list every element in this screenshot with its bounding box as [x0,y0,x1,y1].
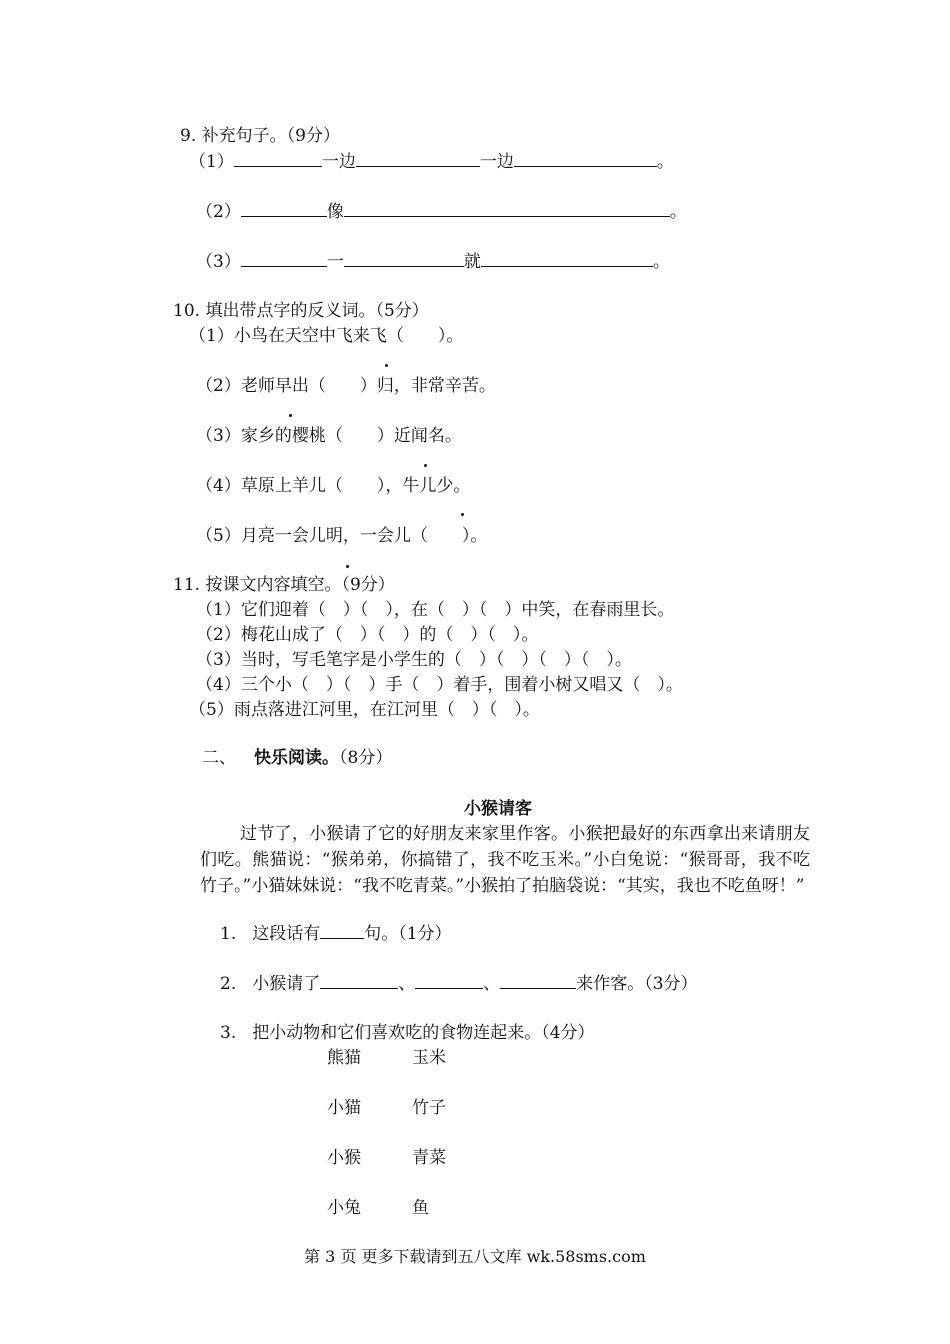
q10-item-3: （3）家乡的樱桃（ ）近闻名。 [196,426,462,446]
section-2-number: 二、 [202,748,236,768]
q10-item-4: （4）草原上羊儿（ ），牛儿少。 [196,476,471,496]
blank[interactable] [514,150,657,167]
reading-q2 [220,972,698,996]
reading-q2-d: 来作客。（3分） [576,974,698,994]
reading-q1 [220,922,452,946]
q9-l3-end: 。 [652,252,670,272]
blank[interactable] [481,250,653,267]
q9-l3-b: 一 [326,252,344,272]
blank[interactable] [241,250,327,267]
food-item[interactable]: 竹子 [412,1098,446,1118]
blank[interactable] [320,972,398,989]
animal-item[interactable]: 熊猫 [327,1048,361,1068]
q9-l2-b: 像 [326,202,344,222]
q9-l1-end: 。 [656,152,674,172]
blank[interactable] [356,150,480,167]
blank[interactable] [344,200,670,217]
reading-q3-text: 把小动物和它们喜欢吃的食物连起来。（4分） [252,1023,595,1043]
emphasis-dot [461,513,464,516]
emphasis-dot [385,364,388,367]
food-item[interactable]: 鱼 [412,1198,429,1218]
q10-item-2: （2）老师早出（ ）归，非常辛苦。 [196,376,496,396]
food-item[interactable]: 青菜 [412,1148,446,1168]
q9-title: 9. 补充句子。（9分） [180,126,340,146]
reading-q1-number: 1. [220,924,237,944]
blank[interactable] [320,922,364,939]
reading-q2-number: 2. [220,974,237,994]
q10-item-5: （5）月亮一会儿明，一会儿（ ）。 [196,526,488,546]
emphasis-dot [346,565,349,568]
reading-passage: 过节了，小猴请了它的好朋友来家里作客。小猴把最好的东西拿出来请朋友们吃。熊猫说：“猴弟弟，你搞错了，我不吃玉米。”小白兔说：“猴哥哥，我不吃竹子。”小猫妹妹说：“我不吃青菜。”小猴拍了拍脑袋说：“其实，我也不吃鱼呀！” [200,824,810,896]
reading-q3-number: 3. [220,1023,237,1043]
q10-title: 10. 填出带点字的反义词。（5分） [173,301,429,321]
q9-l1-b: 一边 [321,152,356,172]
q10-item-1: （1）小鸟在天空中飞来飞（ ）。 [189,326,464,346]
q9-l2-label: （2） [196,202,241,222]
blank[interactable] [234,150,322,167]
q9-line-2 [196,200,687,224]
section-2-heading [202,746,392,770]
animal-item[interactable]: 小猫 [327,1098,361,1118]
emphasis-dot [289,414,292,417]
reading-q1-a: 这段话有 [252,924,321,944]
reading-q3 [220,1021,595,1045]
q11-title: 11. 按课文内容填空。（9分） [173,575,395,595]
blank[interactable] [500,972,576,989]
q9-line-3 [196,250,670,274]
q9-l1-c: 一边 [479,152,514,172]
reading-q1-b: 句。（1分） [364,924,452,944]
q11-item-5: （5）雨点落进江河里，在江河里（ ）（ ）。 [189,700,540,720]
reading-q2-c: 、 [483,974,501,994]
blank[interactable] [344,250,464,267]
reading-q2-b: 、 [398,974,416,994]
q9-l1-label: （1） [189,152,234,172]
blank[interactable] [241,200,327,217]
blank[interactable] [415,972,483,989]
food-item[interactable]: 玉米 [412,1048,446,1068]
q9-l3-c: 就 [463,252,481,272]
section-2-score: （8分） [339,748,393,768]
animal-item[interactable]: 小兔 [327,1198,361,1218]
animal-item[interactable]: 小猴 [327,1148,361,1168]
emphasis-dot [424,464,427,467]
q11-item-2: （2）梅花山成了（ ）（ ）的（ ）（ ）。 [196,625,539,645]
page-footer: 第 3 页 更多下载请到五八文库 wk.58sms.com [304,1247,646,1266]
q11-item-3: （3）当时，写毛笔字是小学生的（ ）（ ）（ ）（ ）。 [196,650,632,670]
reading-title: 小猴请客 [464,799,532,819]
q11-item-4: （4）三个小（ ）（ ）手（ ）着手，围着小树又唱又（ ）。 [196,675,683,695]
section-2-title: 快乐阅读。 [254,748,339,768]
q9-l2-end: 。 [669,202,687,222]
q11-item-1: （1）它们迎着（ ）（ ），在（ ）（ ）中笑，在春雨里长。 [196,600,675,620]
q9-line-1 [189,150,674,174]
reading-q2-a: 小猴请了 [252,974,321,994]
q9-l3-label: （3） [196,252,241,272]
